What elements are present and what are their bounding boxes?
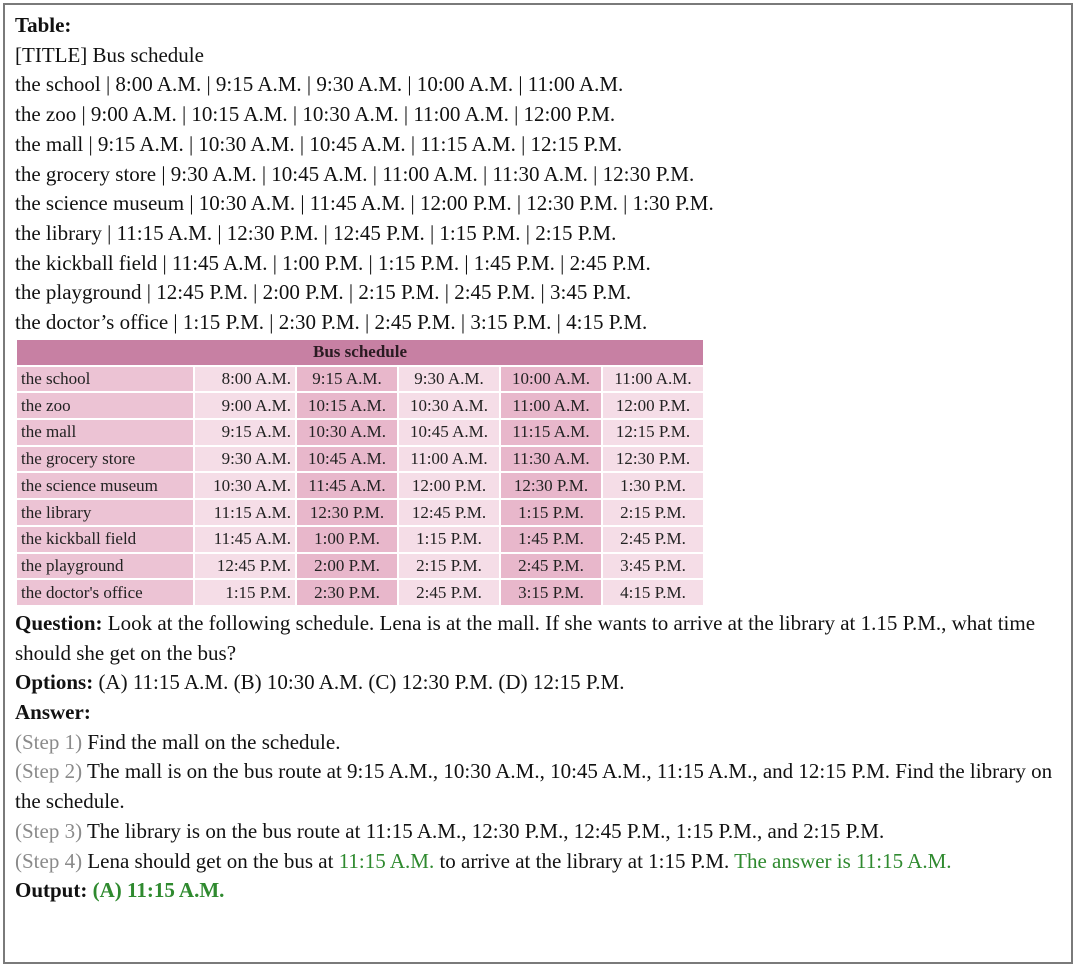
text-row: the library | 11:15 A.M. | 12:30 P.M. | 12:45 P.M. | 1:15 P.M. | 2:15 P.M. [15, 220, 617, 245]
time-cell: 12:45 P.M. [399, 500, 499, 525]
table-row [17, 527, 703, 552]
time-cell: 11:45 A.M. [297, 473, 397, 498]
table-row [17, 500, 703, 525]
stop-cell: the kickball field [17, 527, 193, 552]
step-1 [15, 728, 1071, 758]
question-paragraph [15, 609, 1071, 668]
table-caption: Bus schedule [17, 340, 703, 365]
time-cell: 10:30 A.M. [297, 420, 397, 445]
time-cell: 11:15 A.M. [501, 420, 601, 445]
question-label: Question: [15, 610, 103, 635]
stop-cell: the school [17, 367, 193, 392]
time-cell: 12:30 P.M. [297, 500, 397, 525]
time-cell: 12:00 P.M. [603, 393, 703, 418]
time-cell: 4:15 P.M. [603, 580, 703, 605]
text-row: the zoo | 9:00 A.M. | 10:15 A.M. | 10:30 A.M. | 11:00 A.M. | 12:00 P.M. [15, 102, 616, 127]
highlighted-time: 11:15 A.M. [338, 848, 435, 873]
time-cell: 2:30 P.M. [297, 580, 397, 605]
text-row: the science museum | 10:30 A.M. | 11:45 A.M. | 12:00 P.M. | 12:30 P.M. | 1:30 P.M. [15, 191, 714, 216]
stop-cell: the playground [17, 554, 193, 579]
text-row: the doctor’s office | 1:15 P.M. | 2:30 P.M. | 2:45 P.M. | 3:15 P.M. | 4:15 P.M. [15, 310, 648, 335]
time-cell: 11:15 A.M. [195, 500, 295, 525]
time-cell: 10:45 A.M. [297, 447, 397, 472]
time-cell: 1:45 P.M. [501, 527, 601, 552]
time-cell: 11:00 A.M. [399, 447, 499, 472]
text-rows [15, 70, 1071, 337]
output-line [15, 876, 1071, 906]
time-cell: 10:45 A.M. [399, 420, 499, 445]
time-cell: 12:45 P.M. [195, 554, 295, 579]
time-cell: 9:30 A.M. [195, 447, 295, 472]
time-cell: 1:15 P.M. [501, 500, 601, 525]
stop-cell: the doctor's office [17, 580, 193, 605]
text-row: the grocery store | 9:30 A.M. | 10:45 A.M. | 11:00 A.M. | 11:30 A.M. | 12:30 P.M. [15, 161, 695, 186]
question-text: Look at the following schedule. Lena is at the mall. If she wants to arrive at the library at 1.15 P.M., what time should she get on the bus? [15, 610, 1036, 665]
time-cell: 3:15 P.M. [501, 580, 601, 605]
step-2 [15, 757, 1071, 816]
text-row: the mall | 9:15 A.M. | 10:30 A.M. | 10:45 A.M. | 11:15 A.M. | 12:15 P.M. [15, 131, 623, 156]
text-row: the school | 8:00 A.M. | 9:15 A.M. | 9:30 A.M. | 10:00 A.M. | 11:00 A.M. [15, 72, 624, 97]
step-tag: (Step 4) [15, 848, 83, 873]
time-cell: 3:45 P.M. [603, 554, 703, 579]
answer-statement: The answer is 11:15 A.M. [734, 848, 952, 873]
document-frame [3, 3, 1073, 964]
step-tag: (Step 3) [15, 818, 83, 843]
time-cell: 9:15 A.M. [297, 367, 397, 392]
text-row: the playground | 12:45 P.M. | 2:00 P.M. | 2:15 P.M. | 2:45 P.M. | 3:45 P.M. [15, 280, 632, 305]
time-cell: 10:15 A.M. [297, 393, 397, 418]
step-text: Find the mall on the schedule. [82, 729, 341, 754]
table-row [17, 473, 703, 498]
table-label: Table: [15, 13, 72, 37]
stop-cell: the science museum [17, 473, 193, 498]
time-cell: 1:15 P.M. [399, 527, 499, 552]
table-row [17, 447, 703, 472]
step-tag: (Step 2) [15, 759, 83, 784]
title-line: [TITLE] Bus schedule [15, 42, 204, 67]
step-tag: (Step 1) [15, 729, 83, 754]
step-text: The mall is on the bus route at 9:15 A.M., 10:30 A.M., 10:45 A.M., 11:15 A.M., and 12:15 P.M. Find the library on the schedule. [15, 759, 1053, 814]
options-text: (A) 11:15 A.M. (B) 10:30 A.M. (C) 12:30 P.M. (D) 12:15 P.M. [93, 670, 625, 695]
step-3 [15, 817, 1071, 847]
time-cell: 11:00 A.M. [501, 393, 601, 418]
time-cell: 11:00 A.M. [603, 367, 703, 392]
options-line [15, 668, 1071, 698]
step-4 [15, 847, 1071, 877]
time-cell: 1:15 P.M. [195, 580, 295, 605]
time-cell: 2:15 P.M. [399, 554, 499, 579]
time-cell: 8:00 A.M. [195, 367, 295, 392]
stop-cell: the zoo [17, 393, 193, 418]
time-cell: 10:30 A.M. [195, 473, 295, 498]
stop-cell: the grocery store [17, 447, 193, 472]
table-row [17, 580, 703, 605]
time-cell: 1:30 P.M. [603, 473, 703, 498]
time-cell: 10:00 A.M. [501, 367, 601, 392]
time-cell: 9:30 A.M. [399, 367, 499, 392]
text-row: the kickball field | 11:45 A.M. | 1:00 P.M. | 1:15 P.M. | 1:45 P.M. | 2:45 P.M. [15, 250, 651, 275]
time-cell: 11:30 A.M. [501, 447, 601, 472]
time-cell: 11:45 A.M. [195, 527, 295, 552]
time-cell: 2:45 P.M. [501, 554, 601, 579]
time-cell: 9:00 A.M. [195, 393, 295, 418]
time-cell: 12:30 P.M. [501, 473, 601, 498]
table-row [17, 420, 703, 445]
time-cell: 10:30 A.M. [399, 393, 499, 418]
time-cell: 12:00 P.M. [399, 473, 499, 498]
output-label: Output: [15, 878, 88, 903]
answer-label: Answer: [15, 700, 91, 725]
table-row [17, 367, 703, 392]
time-cell: 2:45 P.M. [399, 580, 499, 605]
step-text: The library is on the bus route at 11:15 A.M., 12:30 P.M., 12:45 P.M., 1:15 P.M., and 2:15 P.M. [82, 818, 885, 843]
time-cell: 2:45 P.M. [603, 527, 703, 552]
time-cell: 2:00 P.M. [297, 554, 397, 579]
document-content [15, 11, 1071, 906]
stop-cell: the library [17, 500, 193, 525]
time-cell: 2:15 P.M. [603, 500, 703, 525]
table-row [17, 393, 703, 418]
step-text: Lena should get on the bus at [82, 848, 339, 873]
stop-cell: the mall [17, 420, 193, 445]
time-cell: 9:15 A.M. [195, 420, 295, 445]
time-cell: 1:00 P.M. [297, 527, 397, 552]
table-row [17, 554, 703, 579]
bus-schedule-table [15, 340, 705, 607]
output-value: (A) 11:15 A.M. [92, 878, 225, 903]
time-cell: 12:30 P.M. [603, 447, 703, 472]
step-text: to arrive at the library at 1:15 P.M. [434, 848, 735, 873]
options-label: Options: [15, 670, 94, 695]
time-cell: 12:15 P.M. [603, 420, 703, 445]
